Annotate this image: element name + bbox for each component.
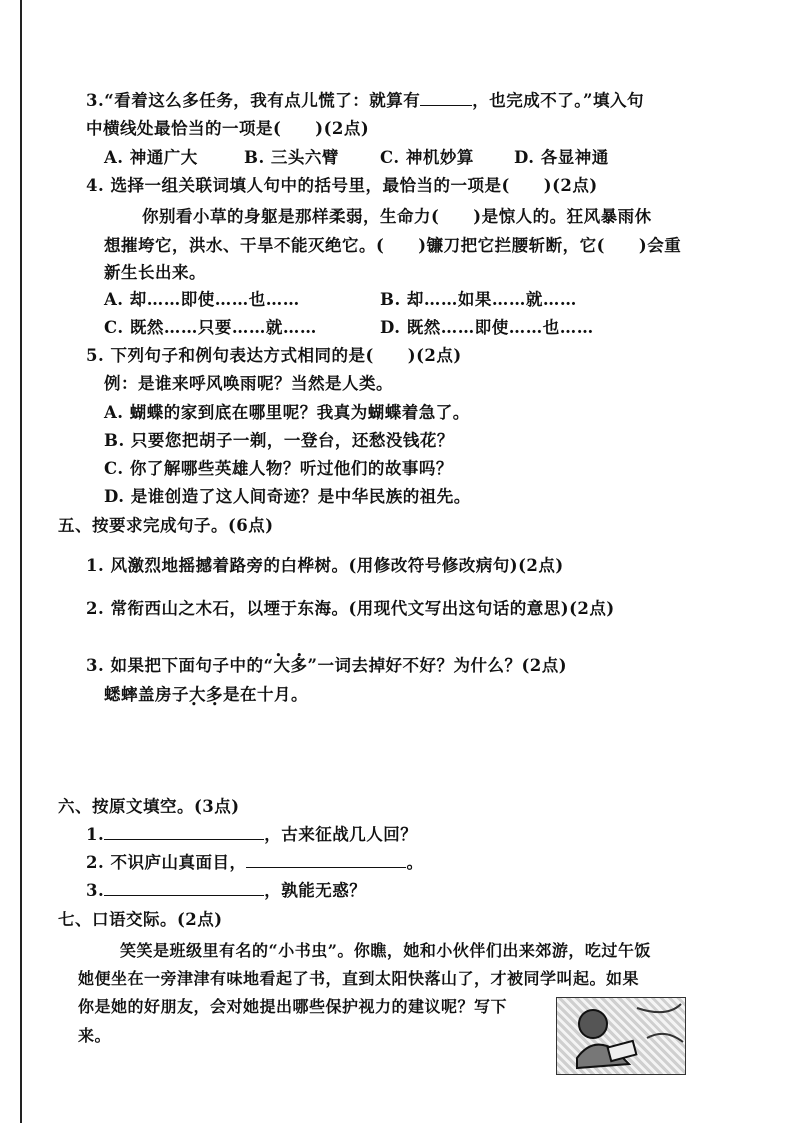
- illustration-sketch: [557, 998, 686, 1075]
- q5-option-a: A. 蝴蝶的家到底在哪里呢？我真为蝴蝶着急了。: [104, 403, 470, 422]
- q3-option-d: D. 各显神通: [514, 148, 609, 167]
- q5-option-b: B. 只要您把胡子一剃，一登台，还愁没钱花？: [104, 431, 454, 450]
- section6-l3-num: 3.: [86, 881, 105, 900]
- section7-para2: 她便坐在一旁津津有味地看起了书，直到太阳快落山了，才被同学叫起。如果: [78, 969, 640, 988]
- section5-q3-sentence-b: 是在十月。: [223, 685, 308, 704]
- section7-para4: 来。: [78, 1026, 112, 1045]
- q3-text-a: 3.“看着这么多任务，我有点儿慌了：就算有: [86, 91, 421, 110]
- section7-para3: 你是她的好朋友，会对她提出哪些保护视力的建议呢？写下: [78, 997, 508, 1016]
- q4-option-d: D. 既然……即使……也……: [380, 318, 594, 337]
- section5-q3-text-b: ”一词去掉好不好？为什么？(2点): [307, 656, 568, 675]
- reading-child-illustration: [556, 997, 686, 1075]
- section7-title: 七、口语交际。(2点): [58, 910, 223, 929]
- q4-option-c: C. 既然……只要……就……: [104, 318, 317, 337]
- page-left-border: [20, 0, 22, 1123]
- section5-q3: [86, 655, 567, 677]
- section6-l1-text: ，古来征战几人回？: [264, 825, 418, 844]
- section6-l2-end: 。: [406, 853, 424, 872]
- section5-q1: 1. 风激烈地摇撼着路旁的白桦树。(用修改符号修改病句)(2点): [86, 556, 564, 575]
- q4-option-b: B. 却……如果……就……: [380, 290, 577, 309]
- q5-stem: 5. 下列句子和例句表达方式相同的是( )(2点): [86, 346, 462, 365]
- q3-option-b: B. 三头六臂: [244, 148, 339, 167]
- section6-blank-1[interactable]: [104, 824, 264, 840]
- section5-q3-text-a: 3. 如果把下面句子中的“: [86, 656, 274, 675]
- section6-line1: [86, 824, 417, 846]
- q3-line2: 中横线处最恰当的一项是( )(2点): [86, 119, 370, 138]
- section7-para1: 笑笑是班级里有名的“小书虫”。你瞧，她和小伙伴们出来郊游，吃过午饭: [120, 941, 651, 960]
- q3-text-b: ，也完成不了。”填入句: [472, 91, 644, 110]
- section5-q3-sentence-dotted-word: 大多 • •: [189, 684, 223, 706]
- section6-l1-num: 1.: [86, 825, 105, 844]
- section5-q3-sentence-a: 蟋蟀盖房子: [104, 685, 189, 704]
- q4-para1: 你别看小草的身躯是那样柔弱，生命力( )是惊人的。狂风暴雨休: [142, 207, 652, 226]
- q3-option-a: A. 神通广大: [104, 148, 198, 167]
- q5-example: 例：是谁来呼风唤雨呢？当然是人类。: [104, 374, 393, 393]
- q4-stem: 4. 选择一组关联词填人句中的括号里，最恰当的一项是( )(2点): [86, 176, 598, 195]
- section5-q3-sentence: [104, 684, 308, 706]
- q3-line1: [86, 90, 644, 112]
- q5-option-d: D. 是谁创造了这人间奇迹？是中华民族的祖先。: [104, 487, 471, 506]
- q4-option-a: A. 却……即使……也……: [104, 290, 300, 309]
- section6-l3-text: ，孰能无惑？: [264, 881, 367, 900]
- section5-title: 五、按要求完成句子。(6点): [58, 516, 274, 535]
- section6-blank-2[interactable]: [246, 852, 406, 868]
- section6-l2-text: 2. 不识庐山真面目，: [86, 853, 247, 872]
- q3-blank[interactable]: [420, 90, 472, 106]
- section5-q2: 2. 常衔西山之木石，以堙于东海。(用现代文写出这句话的意思)(2点): [86, 599, 615, 618]
- q4-para2: 想摧垮它，洪水、干旱不能灭绝它。( )镰刀把它拦腰斩断，它( )会重: [104, 236, 682, 255]
- section6-blank-3[interactable]: [104, 880, 264, 896]
- q4-para3: 新生长出来。: [104, 263, 206, 282]
- q3-option-c: C. 神机妙算: [380, 148, 474, 167]
- section6-line3: [86, 880, 366, 902]
- q5-option-c: C. 你了解哪些英雄人物？听过他们的故事吗？: [104, 459, 453, 478]
- section5-q3-dotted-word: 大多 • •: [273, 655, 307, 677]
- section6-title: 六、按原文填空。(3点): [58, 797, 240, 816]
- section6-line2: [86, 852, 423, 874]
